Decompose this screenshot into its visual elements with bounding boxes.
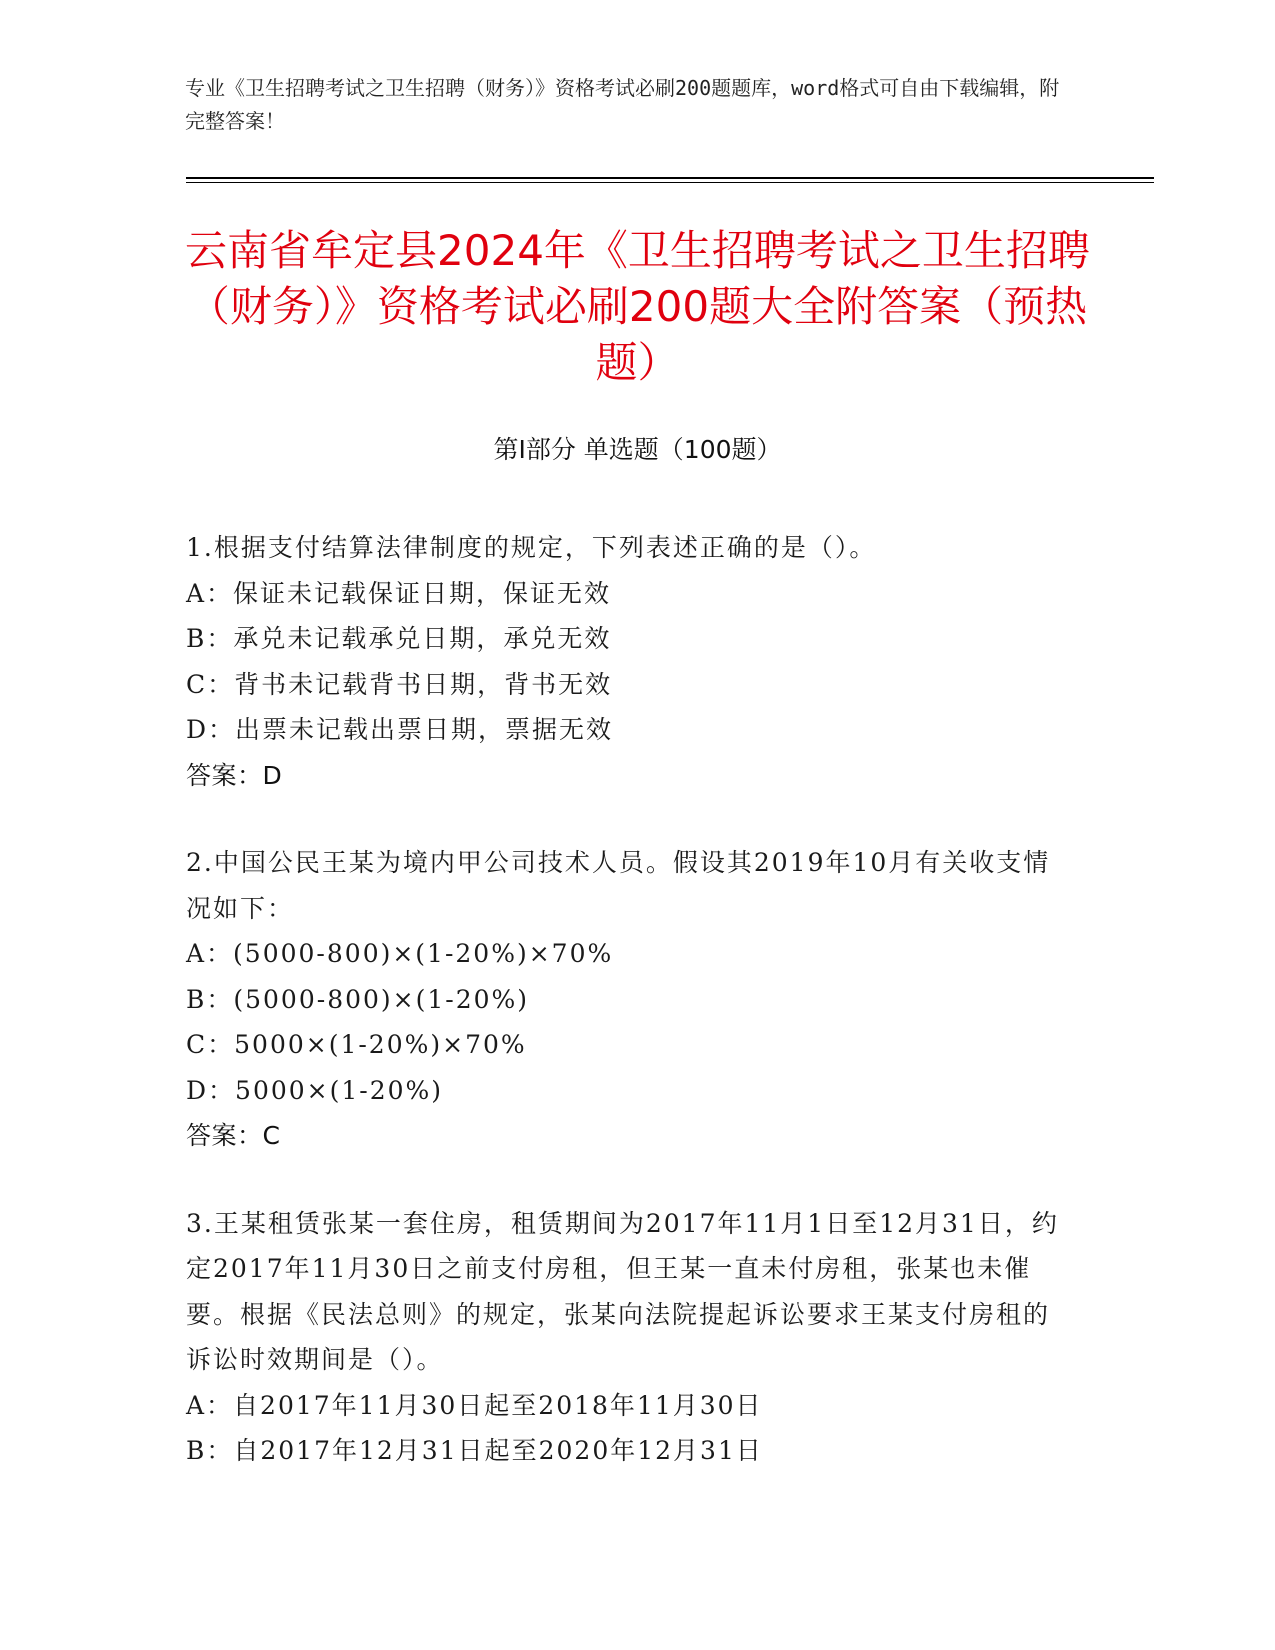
question-list <box>186 525 1076 1516</box>
header-note: 专业《卫生招聘考试之卫生招聘（财务）》资格考试必刷200题题库，word格式可自由下载编辑，附完整答案！ <box>185 76 1060 133</box>
option-b: B：(5000-800)×(1-20%) <box>186 984 530 1014</box>
question-3 <box>186 1201 1076 1474</box>
question-stem: 2.中国公民王某为境内甲公司技术人员。假设其2019年10月有关收支情况如下： <box>186 848 1051 923</box>
option-d: D：5000×(1-20%) <box>186 1075 444 1105</box>
option-c: C：背书未记载背书日期，背书无效 <box>186 669 613 699</box>
answer-line: 答案：C <box>186 1121 281 1150</box>
document-title: 云南省牟定县2024年《卫生招聘考试之卫生招聘（财务）》资格考试必刷200题大全附答案（预热题） <box>185 226 1090 387</box>
option-a: A：保证未记载保证日期，保证无效 <box>186 578 612 608</box>
question-stem: 3.王某租赁张某一套住房，租赁期间为2017年11月1日至12月31日，约定2017年11月30日之前支付房租，但王某一直未付房租，张某也未催要。根据《民法总则》的规定，张某向法院提起诉讼要求王某支付房租的诉讼时效期间是（）。 <box>186 1208 1059 1374</box>
option-b: B：自2017年12月31日起至2020年12月31日 <box>186 1436 763 1465</box>
question-2 <box>186 840 1076 1159</box>
header-rule-thick <box>186 177 1154 179</box>
header-rule-thin <box>186 182 1154 183</box>
question-stem: 1.根据支付结算法律制度的规定，下列表述正确的是（）。 <box>186 533 877 562</box>
option-c: C：5000×(1-20%)×70% <box>186 1030 527 1059</box>
section-heading: 第Ⅰ部分 单选题（100题） <box>493 435 782 464</box>
question-1 <box>186 525 1076 798</box>
option-a: A：自2017年11月30日起至2018年11月30日 <box>186 1390 763 1420</box>
option-b: B：承兑未记载承兑日期，承兑无效 <box>186 624 612 653</box>
option-d: D：出票未记载出票日期，票据无效 <box>186 715 614 744</box>
option-a: A：(5000-800)×(1-20%)×70% <box>186 939 614 968</box>
answer-line: 答案：D <box>186 760 283 790</box>
